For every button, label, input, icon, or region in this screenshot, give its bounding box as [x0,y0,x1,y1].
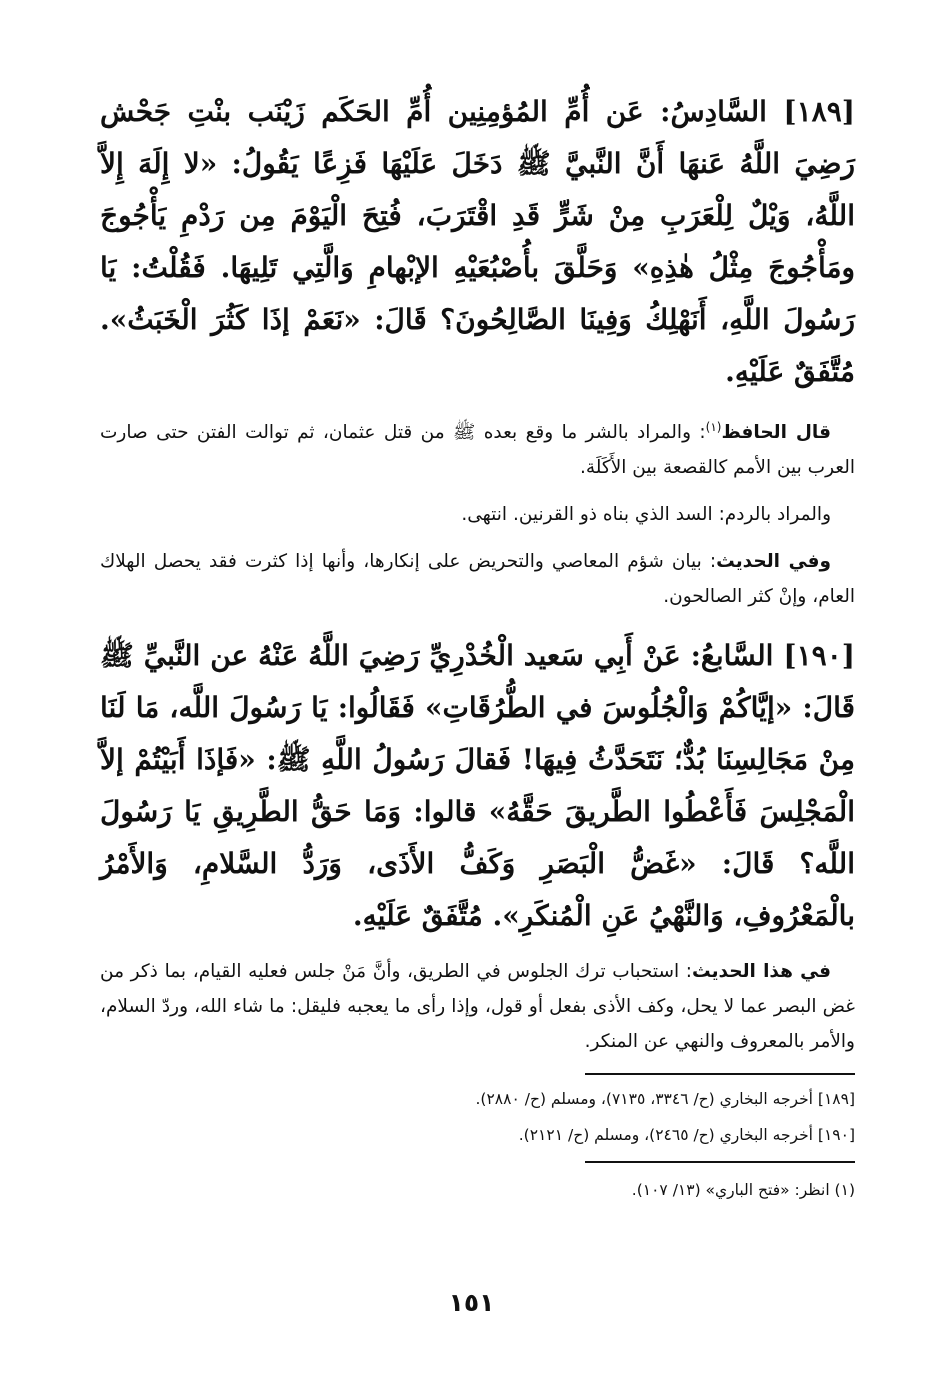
footnote-divider [585,1161,855,1163]
comment-hadith-189-text: : بيان شؤم المعاصي والتحريض على إنكارها، وأنها إذا كثرت فقد يحصل الهلاك العام، وإنْ كثر الصالحون. [100,551,855,608]
hadith-189-text: [١٨٩] السَّادِسُ: عَن أُمِّ المُؤمِنِين أُمِّ الحَكَم زَيْنَب بنْتِ جَحْش رَضِيَ اللَّهُ عَنهَا أَنَّ النَّبيَّ ﷺ دَخَلَ عَلَيْهَا فَزِعًا يَقُولُ: «لا إِلَهَ إِلاَّ اللَّهُ، وَيْلٌ لِلْعَرَبِ مِنْ شَرٍّ قَدِ اقْتَرَبَ، فُتِحَ الْيَوْمَ مِن رَدْمِ يَأْجُوجَ ومَأْجُوجَ مِثْلُ هٰذِهِ» وَحَلَّقَ بأُصْبُعَيْهِ الإبْهامِ وَالَّتِي تَلِيهَا. فَقُلْتُ: يَا رَسُولَ اللَّهِ، أَنَهْلِكُ وَفِينَا الصَّالِحُونَ؟ قَالَ: «نَعَمْ إذَا كَثُرَ الْخَبَثُ». مُتَّفَقٌ عَلَيْهِ. [100,95,855,388]
hadith-190-text: [١٩٠] السَّابعُ: عَنْ أَبِي سَعيد الْخُدْرِيِّ رَضِيَ اللَّهُ عَنْهُ عن النَّبيِّ ﷺ قَالَ: «إيَّاكُمْ وَالْجُلُوسَ في الطُّرُقَاتِ» فَقَالُوا: يَا رَسُولَ اللَّه، مَا لَنَا مِنْ مَجَالِسِنَا بُدٌّ؛ نَتَحَدَّثُ فِيهَا! فَقالَ رَسُولُ اللَّهِ ﷺ: «فَإذَا أَبَيْتُمْ إلاَّ الْمَجْلِسَ فَأَعْطُوا الطَّريقَ حَقَّهُ» قالوا: وَمَا حَقُّ الطَّرِيقِ يَا رَسُولَ اللَّه؟ قَالَ: «غَضُّ الْبَصَرِ وَكَفُّ الأَذَى، وَرَدُّ السَّلامِ، وَالأَمْرُ بالْمَعْرُوفِ، وَالنَّهْيُ عَنِ الْمُنكَرِ». مُتَّفَقٌ عَلَيْهِ. [100,639,855,933]
footnote-marker[interactable]: (١) [705,420,722,434]
comment-hadith-190-label: في هذا الحديث [692,961,831,983]
comment-hadith-189-label: وفي الحديث [716,551,832,573]
comment-hadith-189 [100,544,855,614]
reference-189: [١٨٩] أخرجه البخاري (ح/ ٣٣٤٦، ٧١٣٥)، ومسلم (ح/ ٢٨٨٠). [475,1090,855,1109]
comment-radm: والمراد بالردم: السد الذي بناه ذو القرنين. انتهى. [461,504,831,526]
references-divider [585,1073,855,1075]
comment-hafiz [100,410,855,485]
comment-hafiz-label: قال الحافظ [721,422,831,444]
reference-190: [١٩٠] أخرجه البخاري (ح/ ٢٤٦٥)، ومسلم (ح/ ٢١٢١). [518,1126,855,1145]
comment-hafiz-text: : والمراد بالشر ما وقع بعده ﷺ من قتل عثمان، ثم توالت الفتن حتى صارت العرب بين الأمم كالقصعة بين الأَكَلَة. [100,422,855,479]
page-body [100,86,855,1205]
page-number: ١٥١ [448,1288,495,1317]
comment-hadith-190-text: : استحباب ترك الجلوس في الطريق، وأنَّ مَنْ جلس فعليه القيام، بما ذكر من غض البصر عما لا يحل، وكف الأذى بفعل أو قول، وإذا رأى ما يعجبه فليقل: ما شاء الله، وردّ السلام، والأمر بالمعروف والنهي عن المنكر. [100,961,855,1053]
comment-hadith-190 [100,954,855,1059]
footnote-1: (١) انظر: «فتح الباري» (١٣/ ١٠٧). [631,1181,855,1200]
references-list [100,1081,855,1153]
